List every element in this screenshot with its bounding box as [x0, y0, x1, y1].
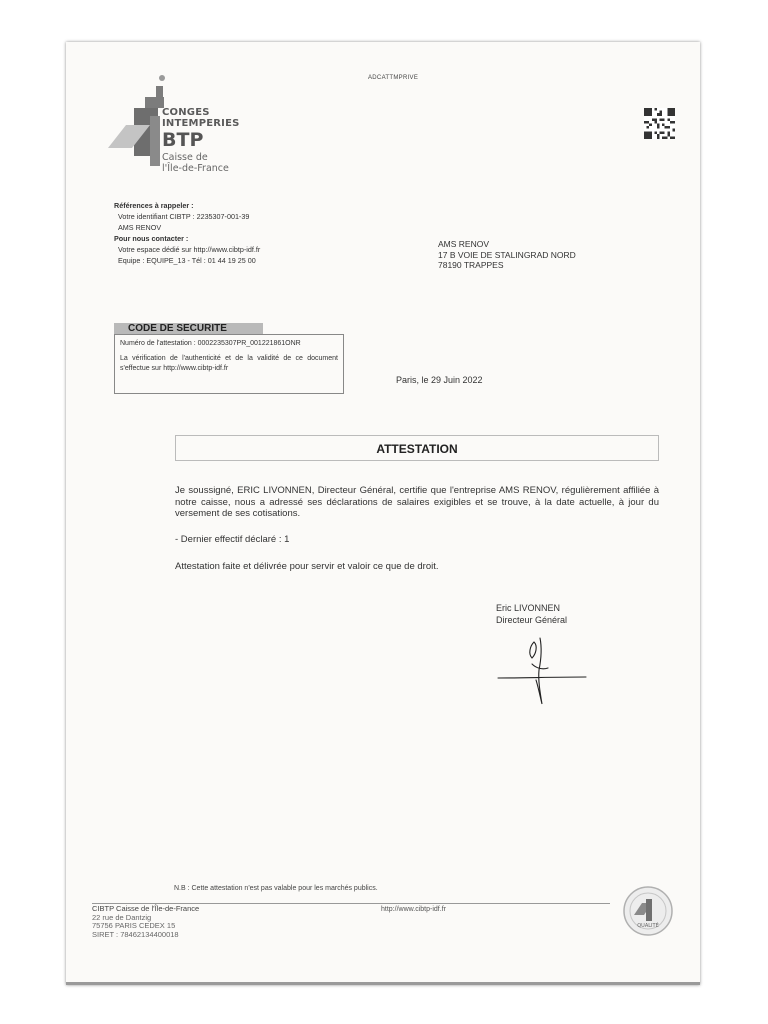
recipient-street: 17 B VOIE DE STALINGRAD NORD	[438, 249, 576, 260]
recipient-address	[438, 239, 576, 271]
recipient-name: AMS RENOV	[438, 239, 490, 249]
signer-name: Eric LIVONNEN	[496, 603, 561, 613]
references-heading: Références à rappeler :	[114, 201, 194, 210]
footer-address	[92, 905, 199, 939]
footer-org: CIBTP Caisse de l'Île-de-France	[92, 904, 200, 913]
security-code-title: CODE DE SECURITE	[114, 323, 263, 334]
logo-line-caisse: Caisse de	[162, 152, 208, 163]
references-block	[114, 200, 260, 266]
quality-seal-icon	[622, 885, 674, 937]
note-public-markets: N.B : Cette attestation n'est pas valable pour les marchés publics.	[174, 885, 378, 892]
date-line: Paris, le 29 Juin 2022	[396, 375, 483, 385]
footer-siret: SIRET : 78462134400018	[92, 929, 179, 939]
dedicated-space-line: Votre espace dédié sur http://www.cibtp-idf.fr	[118, 245, 261, 254]
team-phone-line: Equipe : EQUIPE_13 - Tél : 01 44 19 25 00	[118, 256, 256, 265]
attestation-paragraph: Je soussigné, ERIC LIVONNEN, Directeur Général, certifie que l'entreprise AMS RENOV, régulièrement affiliée à notre caisse, nous a adressé ses déclarations de salaires exigibles et se trouve, à la date actuelle, à jour du versement de ses cotisations.	[175, 485, 659, 519]
qr-code-icon	[644, 108, 675, 139]
seal-text: QUALITÉ	[637, 923, 659, 929]
recipient-city: 78190 TRAPPES	[438, 260, 504, 270]
signature-icon	[494, 634, 594, 714]
signer-block	[496, 603, 567, 626]
logo-line-region: l'Île-de-France	[162, 162, 229, 174]
attestation-title: ATTESTATION	[376, 442, 458, 456]
logo-line-conges: CONGES	[162, 107, 210, 118]
attestation-item: - Dernier effectif déclaré : 1	[175, 533, 290, 545]
footer-city: 75756 PARIS CEDEX 15	[92, 921, 176, 930]
attestation-title-box	[175, 435, 659, 461]
document-page	[66, 42, 700, 985]
logo-line-btp: BTP	[162, 129, 204, 151]
attestation-closing: Attestation faite et délivrée pour servir et valoir ce que de droit.	[175, 561, 439, 572]
attestation-number: Numéro de l'attestation : 0002235307PR_001221861ONR	[120, 340, 301, 347]
footer-street: 22 rue de Dantzig	[92, 912, 152, 922]
company-name: AMS RENOV	[118, 223, 162, 232]
document-code: ADCATTMPRIVE	[368, 75, 419, 81]
signer-title: Directeur Général	[496, 614, 568, 625]
attestation-body	[175, 485, 659, 573]
footer-website: http://www.cibtp-idf.fr	[381, 906, 446, 913]
contact-heading: Pour nous contacter :	[114, 234, 189, 243]
verification-text: La vérification de l'authenticité et de la validité de ce document s'effectue sur http://www.cibtp-idf.fr	[120, 355, 338, 372]
cibtp-identifier: Votre identifiant CIBTP : 2235307-001-39	[118, 212, 250, 221]
security-code-box	[114, 334, 344, 394]
logo-line-intemperies: INTEMPERIES	[162, 118, 240, 129]
logo-wordmark	[162, 108, 240, 173]
